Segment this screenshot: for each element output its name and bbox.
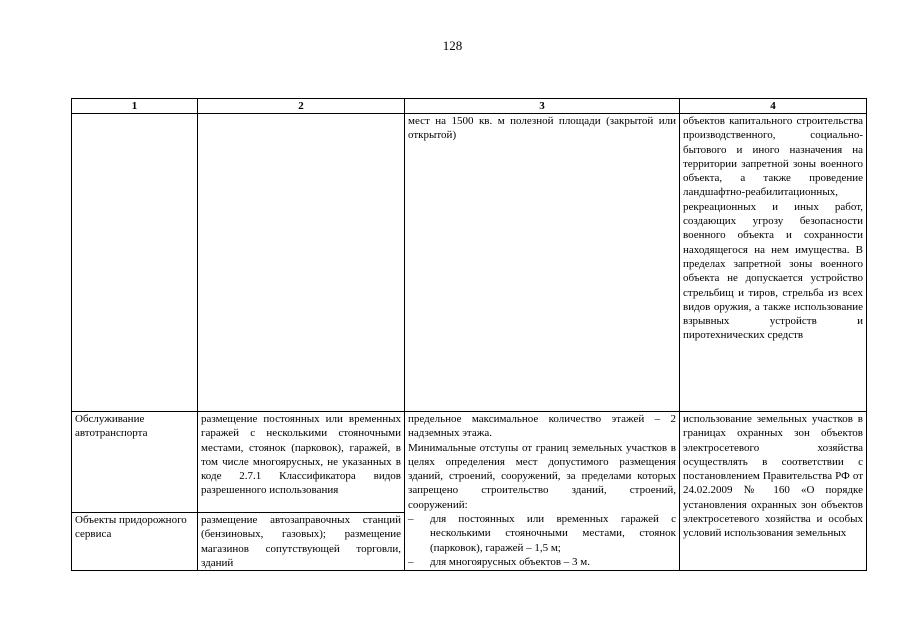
cell-use-description: размещение автозаправочных станций (бензиновых, газовых); размещение магазинов сопутствующей торговли, зданий (198, 513, 405, 571)
regulation-table (71, 98, 867, 571)
column-header: 1 (72, 99, 198, 114)
column-header: 4 (680, 99, 867, 114)
max-floors-text: предельное максимальное количество этажей – 2 надземных этажа. (408, 413, 676, 440)
table-row (72, 114, 867, 412)
cell-restrictions: объектов капитального строительства производственного, социально-бытового и иного назначения на территории запретной зоны военного объекта, а также проведение ландшафтно-реабилитационных, рекреационных и иных работ, создающих угрозу безопасности военного объекта и сохранности находящегося на нем имущества. В пределах запретной зоны военного объекта не допускается устройство стрельбищ и тиров, стрельба из всех видов оружия, а также использование взрывных устройств и пиротехнических средств (680, 114, 867, 412)
table-row (72, 412, 867, 513)
list-item: – для многоярусных объектов – 3 м. (408, 555, 676, 569)
cell-use-description: размещение постоянных или временных гаражей с несколькими стояночными местами, стоянок (парковок), гаражей, в том числе многоярусных, не указанных в коде 2.7.1 Классификатора видов разрешенного использования (198, 412, 405, 513)
cell-restrictions: использование земельных участков в границах охранных зон объектов электросетевого хозяйства осуществлять в соответствии с постановлением Правительства РФ от 24.02.2009 № 160 «О порядке установления охранных зон объектов электросетевого хозяйства и особых условий использования земельных (680, 412, 867, 571)
column-header: 3 (405, 99, 680, 114)
cell-use-description (198, 114, 405, 412)
table-header-row (72, 99, 867, 114)
cell-use-type: Объекты придорожного сервиса (72, 513, 198, 571)
column-header: 2 (198, 99, 405, 114)
setback-list (408, 512, 676, 569)
cell-use-type: Обслуживание автотранспорта (72, 412, 198, 513)
cell-parameters (405, 412, 680, 571)
list-item: – для постоянных или временных гаражей с несколькими стояночными местами, стоянок (парковок), гаражей – 1,5 м; (408, 512, 676, 555)
setbacks-text: Минимальные отступы от границ земельных участков в целях определения мест допустимого размещения зданий, строений, сооружений, за пределами которых запрещено строительство зданий, строений, сооружений: (408, 441, 676, 511)
cell-use-type (72, 114, 198, 412)
page-number: 128 (442, 38, 463, 53)
cell-parameters: мест на 1500 кв. м полезной площади (закрытой или открытой) (405, 114, 680, 412)
